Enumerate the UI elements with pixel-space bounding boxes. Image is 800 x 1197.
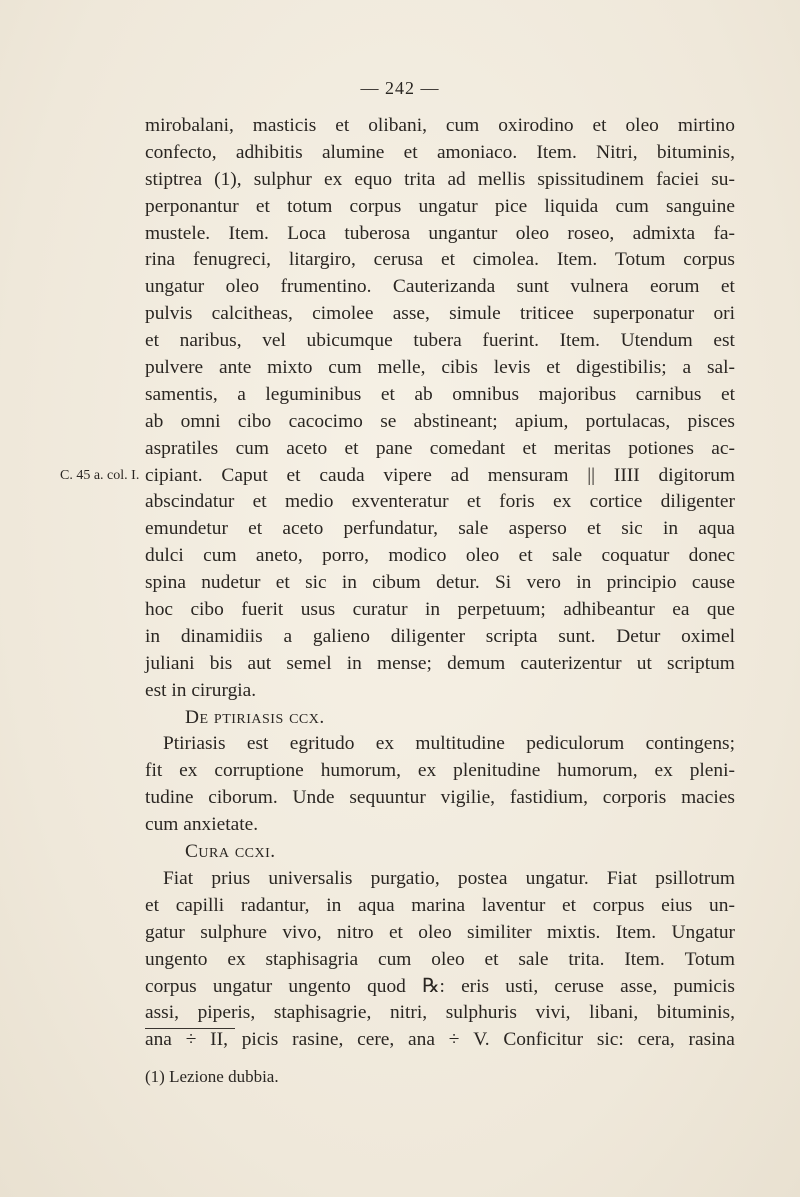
text-line: dulci cum aneto, porro, modico oleo et sale coquatur donec — [145, 545, 735, 567]
text-line: in dinamidiis a galieno diligenter scripta sunt. Detur oximel — [145, 625, 735, 647]
text-line: abscindatur et medio exventeratur et foris ex cortice diligenter — [145, 491, 735, 513]
text-line: cipiant. Caput et cauda vipere ad mensuram || IIII digitorum — [145, 464, 735, 486]
text-line: tudine ciborum. Unde sequuntur vigilie, fastidium, corporis macies — [145, 787, 735, 809]
section-heading: Cura ccxi. — [185, 841, 276, 863]
text-line: est in cirurgia. — [145, 679, 257, 701]
text-line: juliani bis aut semel in mense; demum cauterizentur ut scriptum — [145, 652, 735, 674]
text-line: confecto, adhibitis alumine et amoniaco. Item. Nitri, bituminis, — [145, 141, 735, 163]
text-line: gatur sulphure vivo, nitro et oleo similiter mixtis. Item. Ungatur — [145, 921, 735, 943]
text-line: fit ex corruptione humorum, ex plenitudine humorum, ex pleni- — [145, 760, 735, 782]
text-line: aspratiles cum aceto et pane comedant et meritas potiones ac- — [145, 437, 735, 459]
text-line: Ptiriasis est egritudo ex multitudine pediculorum contingens; — [163, 733, 735, 755]
text-line: Fiat prius universalis purgatio, postea ungatur. Fiat psillotrum — [163, 867, 735, 889]
footnote-rule — [145, 1028, 235, 1029]
text-line: ana ÷ II, picis rasine, cere, ana ÷ V. Conficitur sic: cera, rasina — [145, 1029, 735, 1051]
text-line: perponantur et totum corpus ungatur pice liquida cum sanguine — [145, 195, 735, 217]
text-line: pulvere ante mixto cum melle, cibis levis et digestibilis; a sal- — [145, 357, 735, 379]
text-line: mirobalani, masticis et olibani, cum oxirodino et oleo mirtino — [145, 115, 735, 136]
text-line: hoc cibo fuerit usus curatur in perpetuum; adhibeantur ea que — [145, 599, 735, 621]
text-line: et naribus, vel ubicumque tubera fuerint. Item. Utendum est — [145, 330, 735, 352]
text-line: ungatur oleo frumentino. Cauterizanda sunt vulnera eorum et — [145, 276, 735, 298]
text-line: pulvis calcitheas, cimolee asse, simule triticee superponatur ori — [145, 303, 735, 325]
text-line: ungento ex staphisagria cum oleo et sale trita. Item. Totum — [145, 948, 735, 970]
text-line: mustele. Item. Loca tuberosa ungantur oleo roseo, admixta fa- — [145, 222, 735, 244]
section-heading: De ptiriasis ccx. — [185, 706, 325, 728]
text-line: stiptrea (1), sulphur ex equo trita ad mellis spissitudinem faciei su- — [145, 168, 735, 190]
text-line: emundetur et aceto perfundatur, sale asperso et sic in aqua — [145, 518, 735, 540]
text-line: corpus ungatur ungento quod ℞: eris usti, ceruse asse, pumicis — [145, 975, 735, 997]
text-line: cum anxietate. — [145, 814, 259, 836]
margin-reference: C. 45 a. col. I. — [60, 467, 140, 483]
text-line: samentis, a leguminibus et ab omnibus majoribus carnibus et — [145, 383, 735, 405]
text-line: assi, piperis, staphisagrie, nitri, sulphuris vivi, libani, bituminis, — [145, 1002, 735, 1024]
body-text — [145, 113, 735, 1054]
text-line: spina nudetur et sic in cibum detur. Si vero in principio cause — [145, 572, 735, 594]
page-number: — 242 — — [360, 78, 440, 98]
footnote: (1) Lezione dubbia. — [145, 1067, 279, 1086]
text-line: rina fenugreci, litargiro, cerusa et cimolea. Item. Totum corpus — [145, 249, 735, 271]
text-line: et capilli radantur, in aqua marina laventur et corpus eius un- — [145, 894, 735, 916]
text-line: ab omni cibo cacocimo se abstineant; apium, portulacas, pisces — [145, 410, 735, 432]
